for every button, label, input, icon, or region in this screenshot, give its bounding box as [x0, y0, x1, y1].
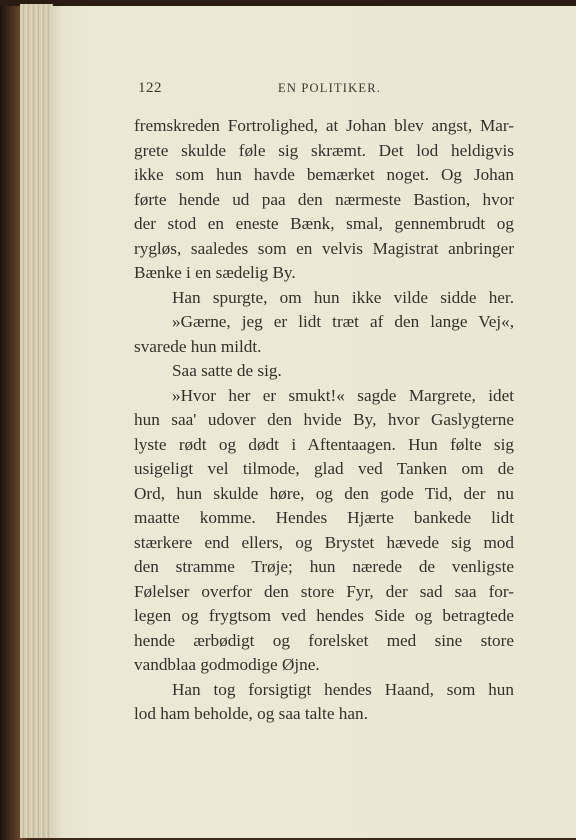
- text-line: den stramme Trøje; hun nærede de venligste: [134, 557, 514, 576]
- text-line: Bænke i en sædelig By.: [134, 263, 296, 282]
- text-line: ikke som hun havde bemærket noget. Og Johan: [134, 165, 514, 184]
- text-line: Han tog forsigtigt hendes Haand, som hun: [172, 679, 514, 699]
- text-line: Han spurgte, om hun ikke vilde sidde her.: [172, 287, 514, 307]
- text-line: lyste rødt og dødt i Aftentaagen. Hun følte sig: [134, 434, 514, 454]
- running-title: EN POLITIKER.: [278, 81, 382, 95]
- text-line: fremskreden Fortrolighed, at Johan blev angst, Mar-: [134, 116, 514, 135]
- text-line: »Hvor her er smukt!« sagde Margrete, idet: [172, 385, 514, 405]
- text-line: maatte komme. Hendes Hjærte bankede lidt: [134, 508, 514, 527]
- text-line: legen og frygtsom ved hendes Side og betragtede: [134, 606, 514, 625]
- page-edges: [20, 4, 53, 838]
- text-line: Saa satte de sig.: [172, 361, 282, 380]
- text-line: Ord, hun skulde høre, og den gode Tid, der nu: [134, 483, 514, 503]
- page-number: 122: [138, 80, 162, 96]
- text-line: der stod en eneste Bænk, smal, gennembrudt og: [134, 214, 514, 233]
- text-line: lod ham beholde, og saa talte han.: [134, 704, 368, 723]
- text-line: hun saa' udover den hvide By, hvor Gaslygterne: [134, 410, 514, 429]
- page-header: [138, 80, 518, 100]
- text-line: førte hende ud paa den nærmeste Bastion, hvor: [134, 189, 514, 209]
- text-line: stærkere end ellers, og Brystet hævede sig mod: [134, 532, 514, 552]
- text-line: rygløs, saaledes som en velvis Magistrat anbringer: [134, 238, 514, 258]
- text-line: usigeligt vel tilmode, glad ved Tanken om de: [134, 459, 514, 478]
- text-line: vandblaa godmodige Øjne.: [134, 655, 320, 674]
- text-line: Følelser overfor den store Fyr, der sad saa for-: [134, 581, 514, 601]
- text-line: hende ærbødigt og forelsket med sine store: [134, 630, 514, 650]
- body-text: [134, 114, 514, 727]
- text-line: grete skulde føle sig skræmt. Det lod heldigvis: [134, 140, 514, 160]
- text-line: »Gærne, jeg er lidt træt af den lange Vej«,: [172, 312, 514, 331]
- text-line: svarede hun mildt.: [134, 336, 262, 356]
